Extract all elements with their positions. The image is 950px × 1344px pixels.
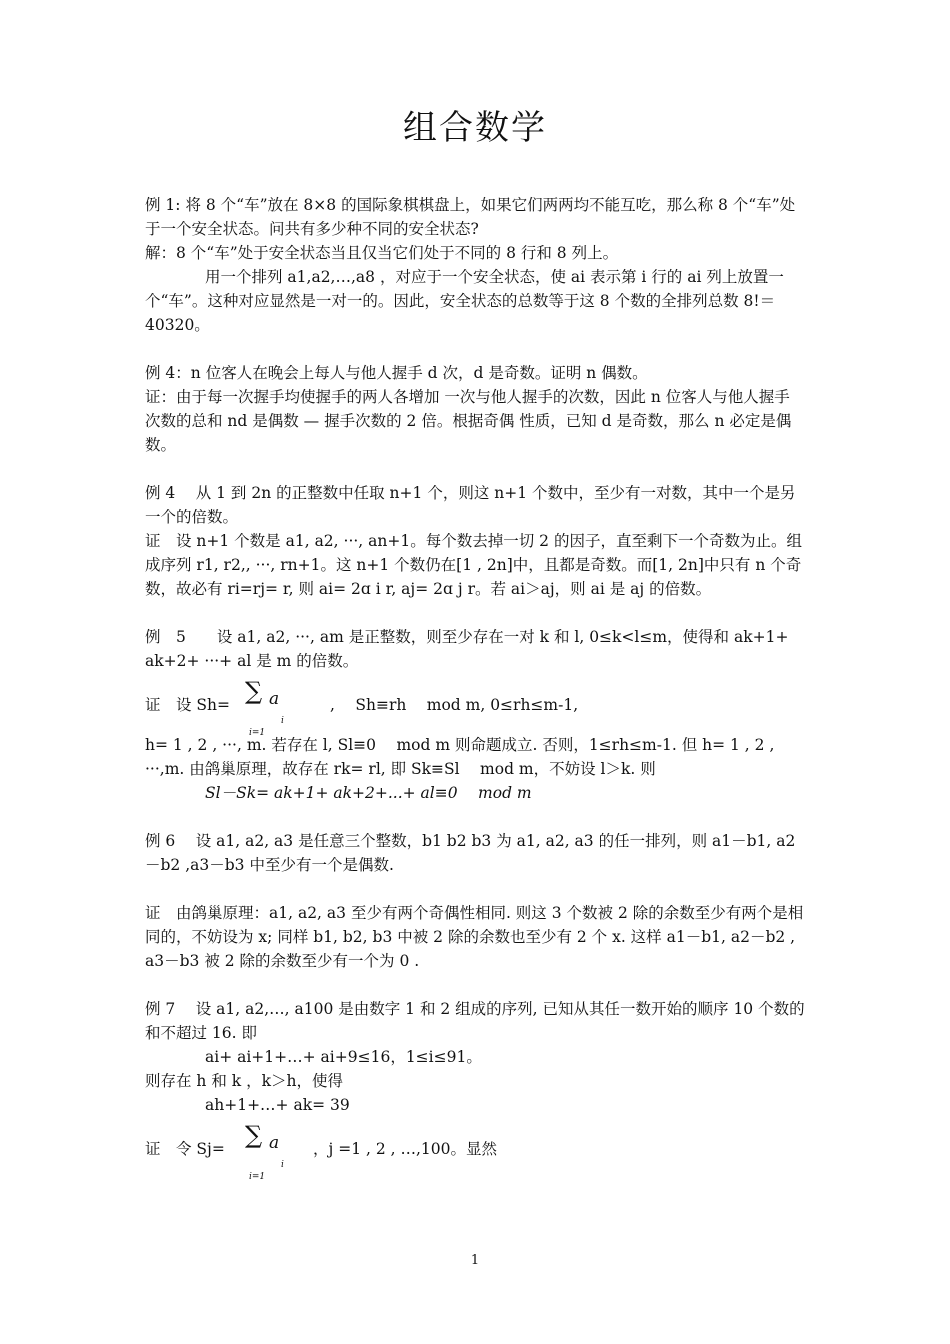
example-7-then: 则存在 h 和 k ，k＞h，使得 <box>145 1072 343 1090</box>
example-4a-proof: 证：由于每一次握手均使握手的两人各增加 一次与他人握手的次数，因此 n 位客人与他人握手 次数的总和 nd 是偶数 — 握手次数的 2 倍。根据奇偶 性质，已知 d 是奇数，那么 n 必定是偶数。 <box>145 388 792 454</box>
example-7-question: 例 7 设 a1, a2,…, a100 是由数字 1 和 2 组成的序列, 已知从其任一数开始的顺序 10 个数的和不超过 16. 即 <box>145 1000 805 1042</box>
example-4b-proof: 证 设 n+1 个数是 a1, a2, ···, an+1。每个数去掉一切 2 的因子，直至剩下一个奇数为止。组成序列 r1, r2,, ···, rn+1。这 n+1 个数仍在[1 , 2n]中，且都是奇数。而[1, 2n]中只有 n 个奇数，故必有 ri=rj= r, 则 ai= 2ɑ i r, aj= 2ɑ j r。若 ai＞aj，则 ai 是 aj 的倍数。 <box>145 532 802 598</box>
example-7-equation: ah+1+…+ ak= 39 <box>205 1096 350 1114</box>
sum-lower-limit: i=1 <box>249 1172 266 1182</box>
sum-subscript: i <box>281 716 284 726</box>
example-5-sum-formula <box>145 673 810 738</box>
example-4b-question: 例 4 从 1 到 2n 的正整数中任取 n+1 个，则这 n+1 个数中，至少有一对数，其中一个是另一个的倍数。 <box>145 484 796 526</box>
example-6-question: 例 6 设 a1, a2, a3 是任意三个整数，b1 b2 b3 为 a1, a2, a3 的任一排列，则 a1－b1, a2－b2 ,a3－b3 中至少有一个是偶数. <box>145 832 796 874</box>
example-1-answer-intro: 解：8 个“车”处于安全状态当且仅当它们处于不同的 8 行和 8 列上。 <box>145 244 619 262</box>
sum-variable: a <box>269 689 280 709</box>
document-body <box>145 193 810 1181</box>
proof-lead: 证 令 Sj= <box>145 1140 225 1158</box>
sum-subscript: i <box>281 1160 284 1170</box>
proof-tail: ，j =1 , 2 , …,100。显然 <box>313 1140 498 1158</box>
example-7-sum-formula <box>145 1121 810 1181</box>
example-1-question: 例 1: 将 8 个“车”放在 8×8 的国际象棋棋盘上，如果它们两两均不能互吃，那么称 8 个“车”处于一个安全状态。问共有多少种不同的安全状态? <box>145 196 796 238</box>
example-5-proof-body: h= 1 , 2 , ···, m. 若存在 l, Sl≡0 mod m 则命题成立. 否则，1≤rh≤m-1. 但 h= 1 , 2 , ···,m. 由鸽巢原理，故存在 rk= rl, 即 Sk≡Sl mod m，不妨设 l＞k. 则 <box>145 736 775 778</box>
proof-tail: , Sh≡rh mod m, 0≤rh≤m-1, <box>330 696 579 714</box>
sum-variable: a <box>269 1133 280 1153</box>
page-title: 组合数学 <box>403 108 547 148</box>
sum-lower-limit: i=1 <box>249 728 266 738</box>
summation-symbol: ∑ <box>245 677 263 705</box>
summation-symbol: ∑ <box>245 1121 263 1149</box>
example-5-question: 例 5 设 a1, a2, ···, am 是正整数，则至少存在一对 k 和 l, 0≤k<l≤m，使得和 ak+1+ ak+2+ ···+ al 是 m 的倍数。 <box>145 628 789 670</box>
example-5-conclusion: Sl－Sk= ak+1+ ak+2+...+ al≡0 mod m <box>205 784 532 802</box>
example-1-answer-body: 用一个排列 a1,a2,…,a8 ，对应于一个安全状态，使 ai 表示第 i 行的 ai 列上放置一个“车”。这种对应显然是一对一的。因此，安全状态的总数等于这 8 个数的全排列总数 8!＝40320。 <box>145 268 784 334</box>
proof-lead: 证 设 Sh= <box>145 696 231 714</box>
example-4a-question: 例 4：n 位客人在晚会上每人与他人握手 d 次，d 是奇数。证明 n 偶数。 <box>145 364 648 382</box>
page-number: 1 <box>470 1253 480 1268</box>
example-6-proof: 证 由鸽巢原理：a1, a2, a3 至少有两个奇偶性相同. 则这 3 个数被 2 除的余数至少有两个是相同的，不妨设为 x; 同样 b1, b2, b3 中被 2 除的余数也至少有 2 个 x. 这样 a1－b1, a2－b2 , a3－b3 被 2 除的余数至少有一个为 0 . <box>145 904 804 970</box>
example-7-inequality: ai+ ai+1+…+ ai+9≤16，1≤i≤91。 <box>205 1048 482 1066</box>
